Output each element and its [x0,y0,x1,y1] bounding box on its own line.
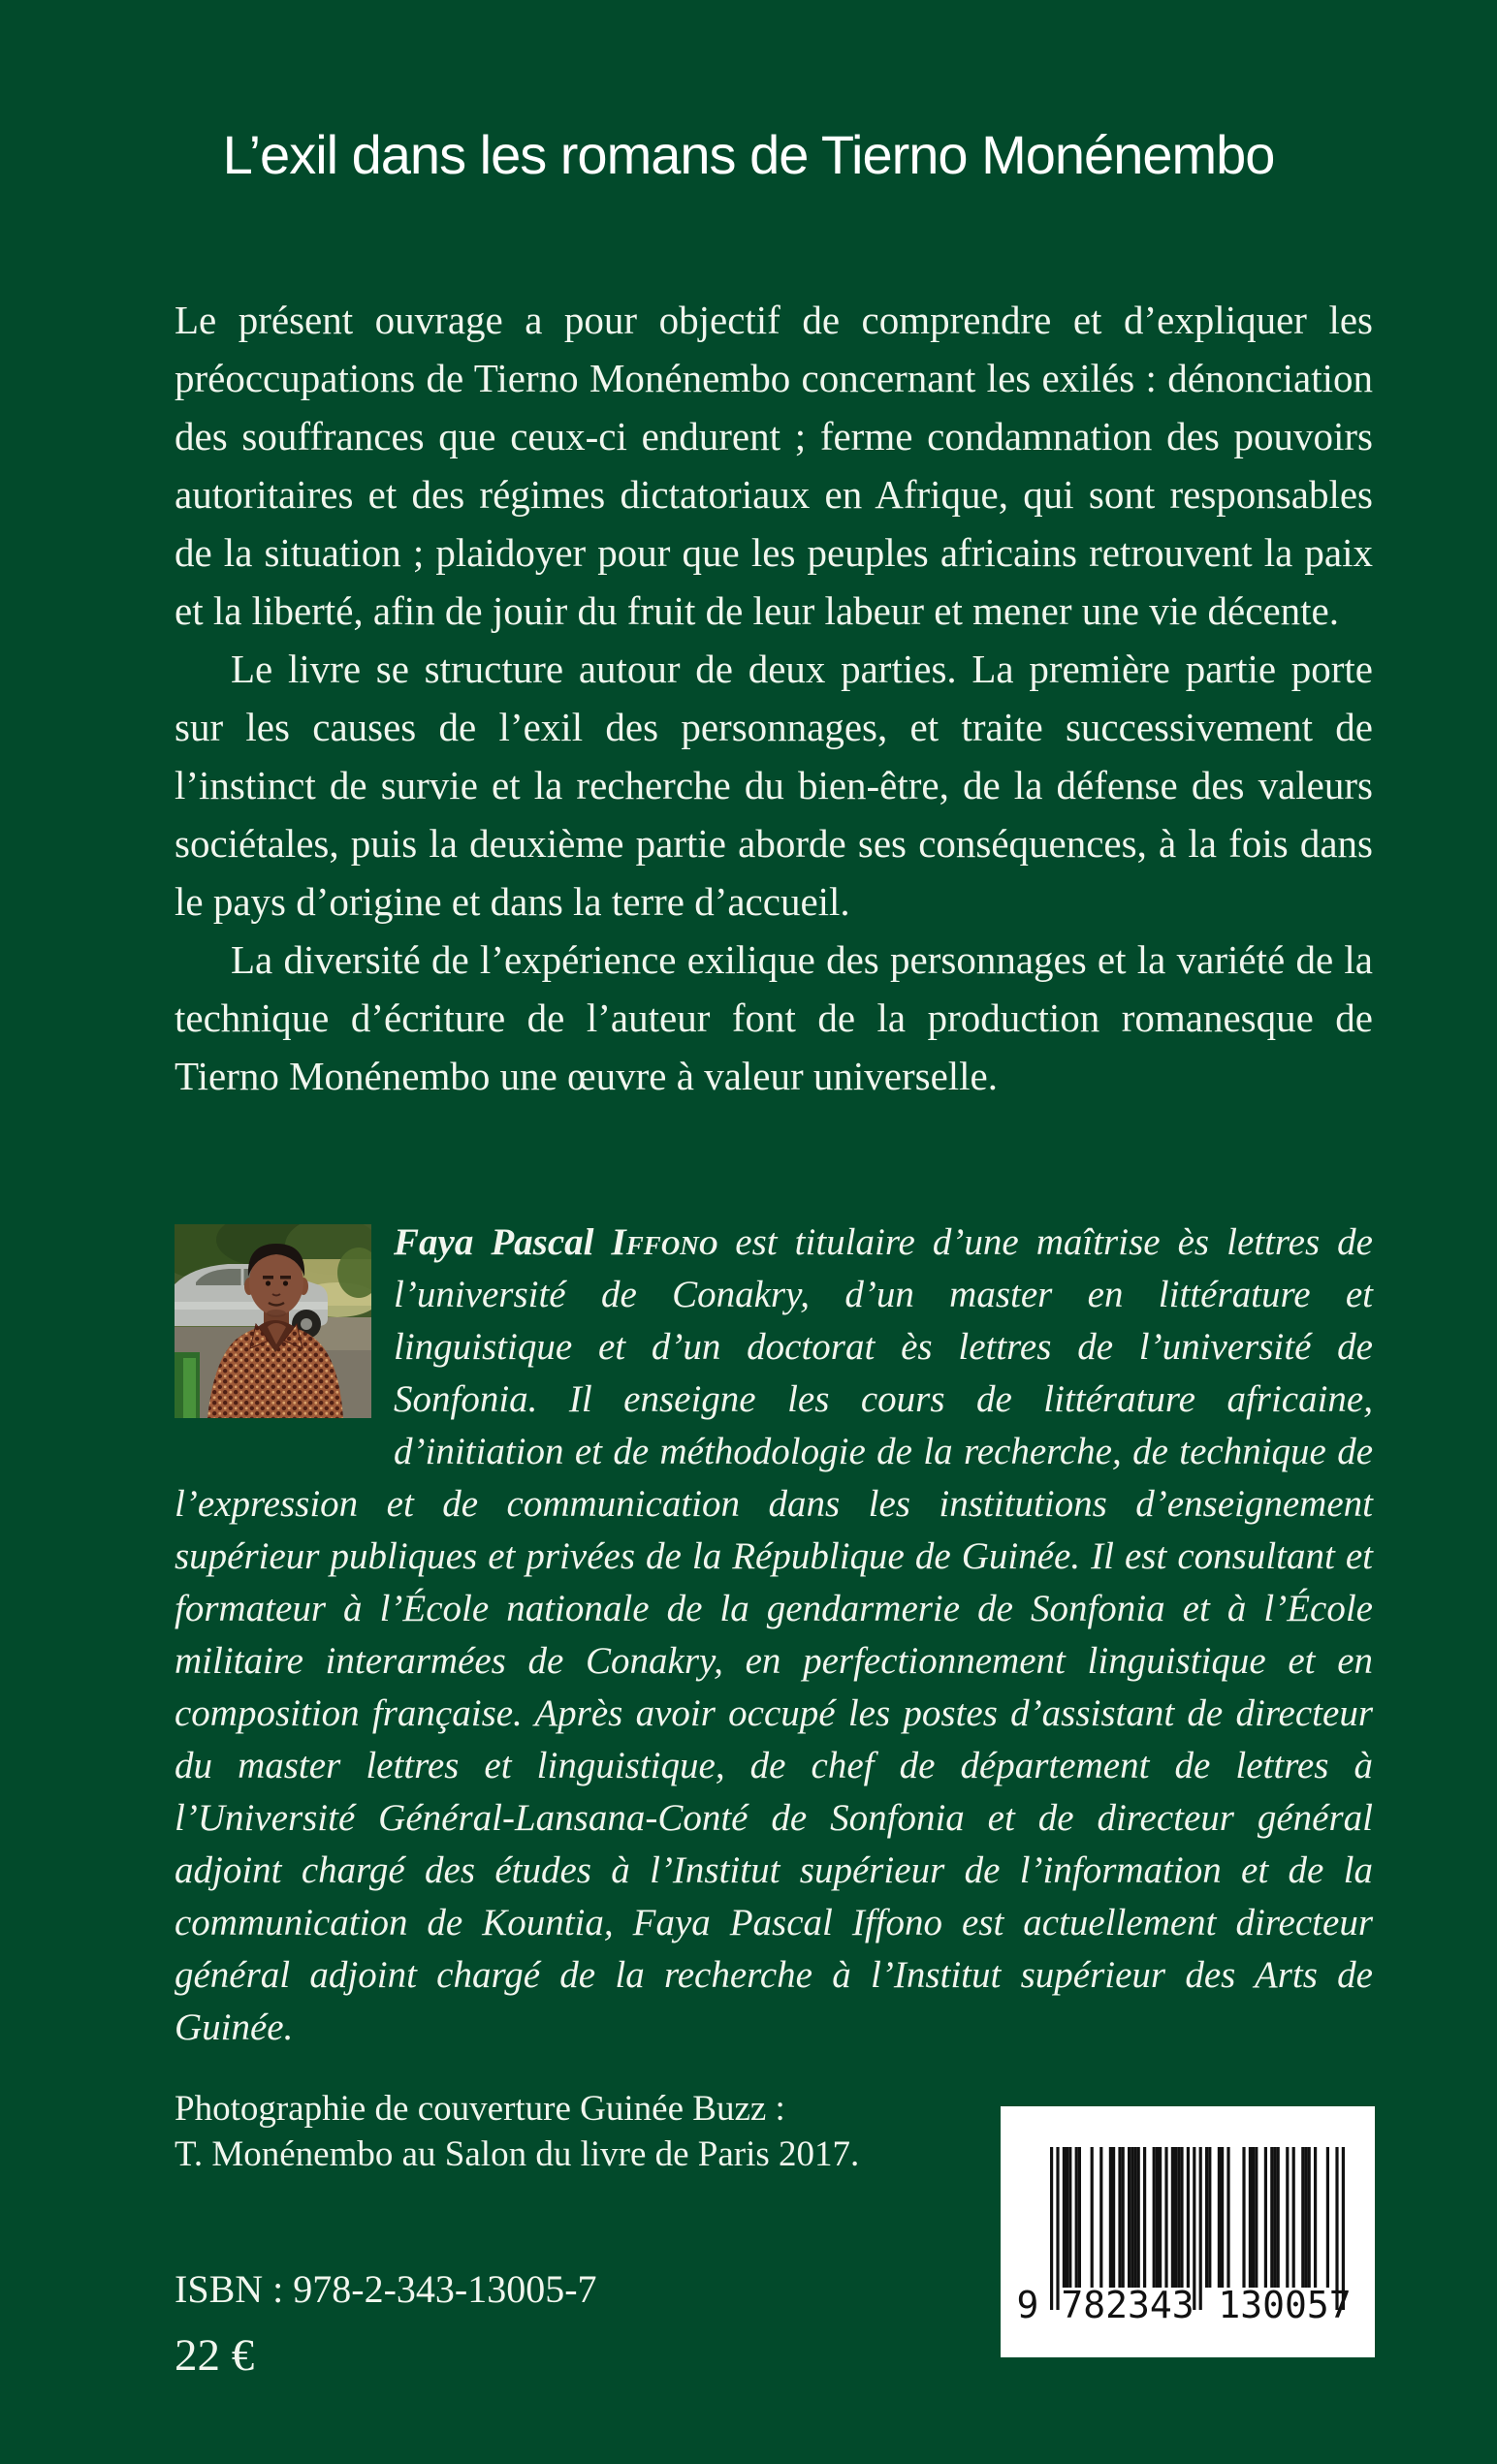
barcode-digit-first: 9 [1016,2284,1039,2326]
author-photo [175,1224,371,1418]
author-bio-text: est titulaire d’une maîtrise ès lettres de l’université de Conakry, d’un master en littérature et linguistique et d’un doctorat ès lettres de l’université de Sonfonia. Il enseigne les cours de littérature africaine, d’initiation et de méthodologie de la recherche, de technique de l’expression et de communication dans les institutions d’enseignement supérieur publiques et privées de la République de Guinée. Il est consultant et formateur à l’École nationale de la gendarmerie de Sonfonia et à l’École militaire interarmées de Conakry, en perfectionnement linguistique et en composition française. Après avoir occupé les postes d’assistant de directeur du master lettres et linguistique, de chef de département de lettres à l’Université Général-Lansana-Conté de Sonfonia et de directeur général adjoint chargé des études à l’Institut supérieur de l’information et de la communication de Kountia, Faya Pascal Iffono est actuellement directeur général adjoint chargé de la recherche à l’Institut supérieur des Arts de Guinée. [175,1221,1373,2048]
barcode-panel [1001,2106,1375,2357]
ean13-barcode [1001,2106,1375,2357]
barcode-digits-right: 130057 [1218,2284,1352,2326]
price: 22 € [175,2330,255,2381]
synopsis-paragraph-2: Le livre se structure autour de deux parties. La première partie porte sur les causes de l’exil des personnages, et traite successivement de l’instinct de survie et la recherche du bien-être, de la défense des valeurs sociétales, puis la deuxième partie aborde ses conséquences, à la fois dans le pays d’origine et dans la terre d’accueil. [175,647,1373,924]
isbn: ISBN : 978-2-343-13005-7 [175,2267,597,2311]
photo-credit [175,2086,859,2177]
barcode-digits-left: 782343 [1061,2284,1194,2326]
book-title: L’exil dans les romans de Tierno Monénembo [222,124,1275,185]
author-name: Faya Pascal Iffono [394,1221,718,1263]
author-portrait-illustration [175,1224,371,1418]
author-bio [175,1216,1373,2054]
synopsis [175,291,1373,1105]
photo-credit-line-2: T. Monénembo au Salon du livre de Paris 2017. [175,2134,860,2174]
photo-credit-line-1: Photographie de couverture Guinée Buzz : [175,2089,785,2129]
synopsis-paragraph-3: La diversité de l’expérience exilique des personnages et la variété de la technique d’écriture de l’auteur font de la production romanesque de Tierno Monénembo une œuvre à valeur universelle. [175,937,1373,1098]
synopsis-paragraph-1: Le présent ouvrage a pour objectif de comprendre et d’expliquer les préoccupations de Tierno Monénembo concernant les exilés : dénonciation des souffrances que ceux-ci endurent ; ferme condamnation des pouvoirs autoritaires et des régimes dictatoriaux en Afrique, qui sont responsables de la situation ; plaidoyer pour que les peuples africains retrouvent la paix et la liberté, afin de jouir du fruit de leur labeur et mener une vie décente. [175,298,1373,633]
